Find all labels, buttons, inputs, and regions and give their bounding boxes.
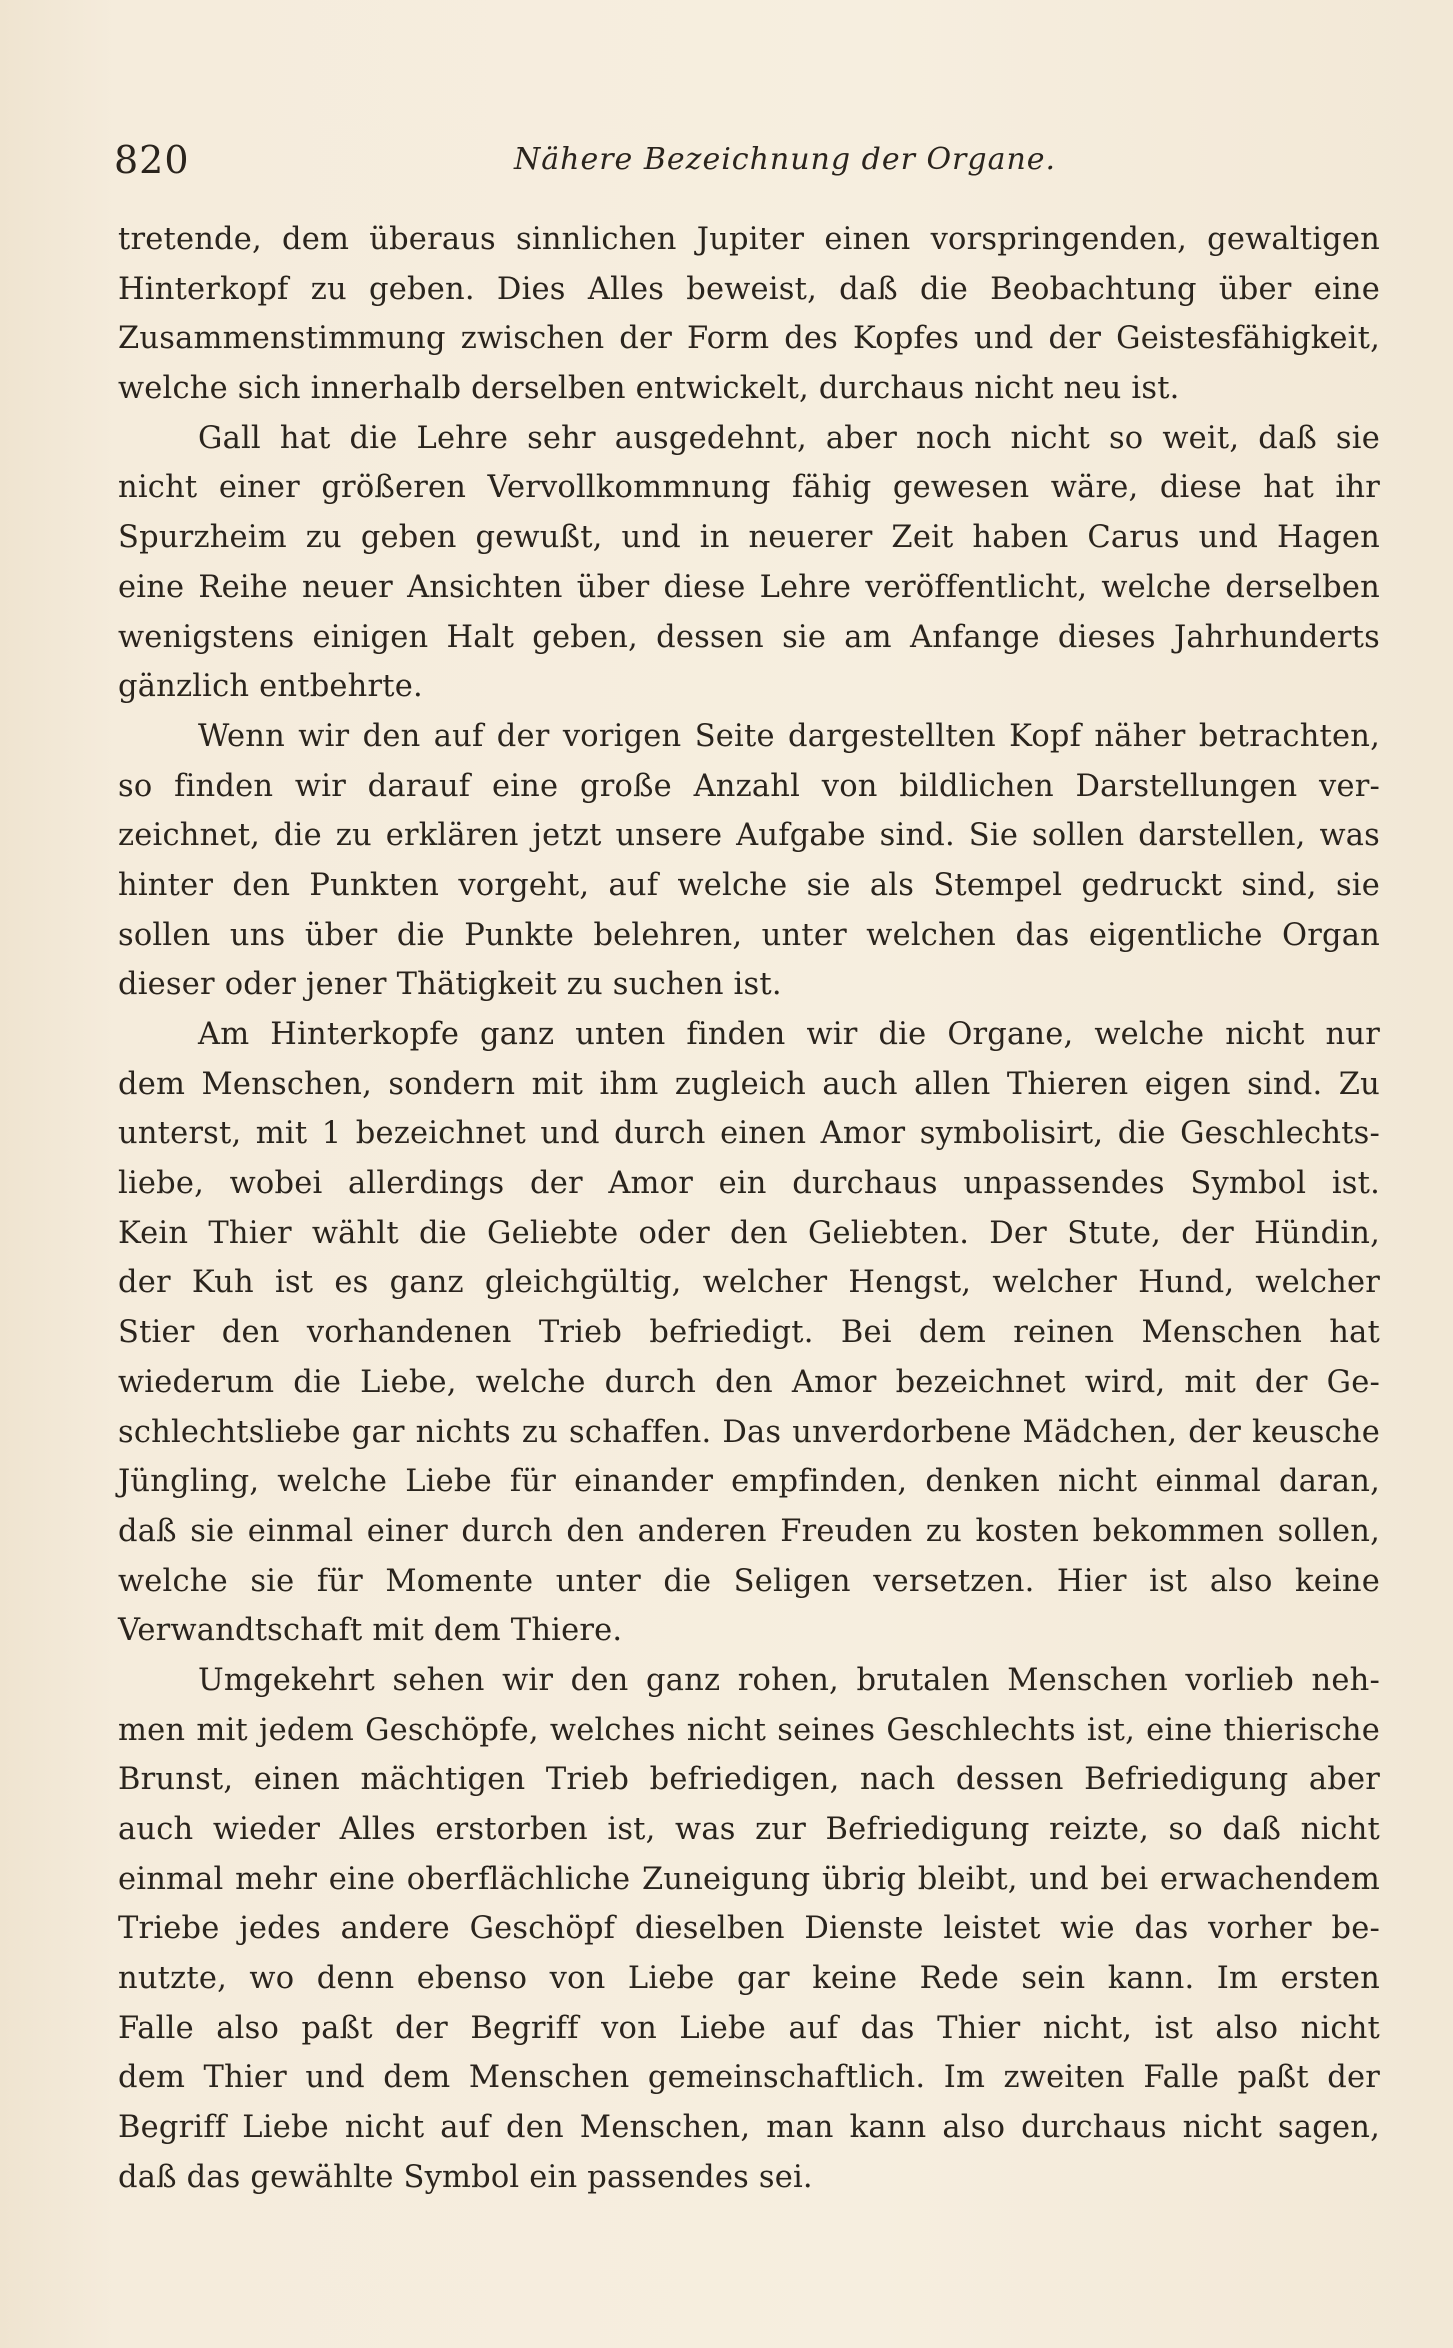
text-line: liebe, wobei allerdings der Amor ein durchaus unpassendes Symbol ist. bbox=[118, 1166, 1380, 1202]
text-line: Triebe jedes andere Geschöpf dieselben Dienste leistet wie das vorher be- bbox=[118, 1911, 1380, 1947]
text-line: auch wieder Alles erstorben ist, was zur Befriedigung reizte, so daß nicht bbox=[118, 1812, 1380, 1847]
text-line: wiederum die Liebe, welche durch den Amor bezeichnet wird, mit der Ge- bbox=[118, 1364, 1380, 1400]
text-line: schlechtsliebe gar nichts zu schaffen. Das unverdorbene Mädchen, der keusche bbox=[118, 1414, 1380, 1450]
text-line: Umgekehrt sehen wir den ganz rohen, brutalen Menschen vorlieb neh- bbox=[198, 1662, 1380, 1698]
text-line: welche sie für Momente unter die Seligen versetzen. Hier ist also keine bbox=[118, 1563, 1380, 1599]
text-line: gänzlich entbehrte. bbox=[118, 669, 423, 705]
text-line: dem Thier und dem Menschen gemeinschaftlich. Im zweiten Falle paßt der bbox=[118, 2060, 1380, 2096]
text-line: Begriff Liebe nicht auf den Menschen, man kann also durchaus nicht sagen, bbox=[118, 2110, 1380, 2146]
text-line: Am Hinterkopfe ganz unten finden wir die Organe, welche nicht nur bbox=[198, 1017, 1380, 1052]
page-number: 820 bbox=[114, 138, 190, 182]
text-line: dieser oder jener Thätigkeit zu suchen ist. bbox=[118, 967, 782, 1003]
text-line: Verwandtschaft mit dem Thiere. bbox=[118, 1613, 623, 1649]
text-line: wenigstens einigen Halt geben, dessen sie am Anfange dieses Jahrhunderts bbox=[118, 619, 1380, 655]
running-title: Nähere Bezeichnung der Organe. bbox=[514, 142, 1057, 177]
text-line: hinter den Punkten vorgeht, auf welche sie als Stempel gedruckt sind, sie bbox=[118, 867, 1380, 903]
text-line: so finden wir darauf eine große Anzahl von bildlichen Darstellungen ver- bbox=[118, 768, 1380, 804]
text-line: zeichnet, die zu erklären jetzt unsere Aufgabe sind. Sie sollen darstellen, was bbox=[118, 818, 1380, 854]
text-line: Jüngling, welche Liebe für einander empfinden, denken nicht einmal daran, bbox=[118, 1464, 1380, 1500]
text-line: Gall hat die Lehre sehr ausgedehnt, aber noch nicht so weit, daß sie bbox=[198, 420, 1380, 456]
text-line: men mit jedem Geschöpfe, welches nicht seines Geschlechts ist, eine thierische bbox=[118, 1712, 1380, 1748]
text-line: nutzte, wo denn ebenso von Liebe gar keine Rede sein kann. Im ersten bbox=[118, 1961, 1380, 1997]
text-line: Wenn wir den auf der vorigen Seite dargestellten Kopf näher betrachten, bbox=[198, 718, 1380, 754]
text-line: Falle also paßt der Begriff von Liebe auf das Thier nicht, ist also nicht bbox=[118, 2010, 1380, 2046]
text-line: einmal mehr eine oberflächliche Zuneigung übrig bleibt, und bei erwachendem bbox=[118, 1861, 1380, 1897]
text-line: daß das gewählte Symbol ein passendes sei. bbox=[118, 2159, 813, 2195]
text-line: Brunst, einen mächtigen Trieb befriedigen, nach dessen Befriedigung aber bbox=[118, 1762, 1380, 1798]
text-line: nicht einer größeren Vervollkommnung fähig gewesen wäre, diese hat ihr bbox=[118, 470, 1380, 506]
text-line: Stier den vorhandenen Trieb befriedigt. Bei dem reinen Menschen hat bbox=[118, 1315, 1380, 1351]
text-line: eine Reihe neuer Ansichten über diese Lehre veröffentlicht, welche derselben bbox=[118, 569, 1380, 605]
text-line: welche sich innerhalb derselben entwickelt, durchaus nicht neu ist. bbox=[118, 371, 1180, 407]
text-line: Zusammenstimmung zwischen der Form des Kopfes und der Geistesfähigkeit, bbox=[118, 321, 1380, 357]
text-line: tretende, dem überaus sinnlichen Jupiter einen vorspringenden, gewaltigen bbox=[118, 222, 1380, 257]
body-text bbox=[118, 215, 1380, 2203]
text-line: sollen uns über die Punkte belehren, unter welchen das eigentliche Organ bbox=[118, 917, 1380, 953]
text-line: Spurzheim zu geben gewußt, und in neuerer Zeit haben Carus und Hagen bbox=[118, 520, 1380, 556]
text-line: daß sie einmal einer durch den anderen Freuden zu kosten bekommen sollen, bbox=[118, 1513, 1380, 1549]
text-line: unterst, mit 1 bezeichnet und durch einen Amor symbolisirt, die Geschlechts- bbox=[118, 1116, 1380, 1152]
text-line: Kein Thier wählt die Geliebte oder den Geliebten. Der Stute, der Hündin, bbox=[118, 1215, 1380, 1251]
page-header bbox=[114, 138, 1414, 198]
text-line: Hinterkopf zu geben. Dies Alles beweist, daß die Beobachtung über eine bbox=[118, 271, 1380, 307]
text-line: der Kuh ist es ganz gleichgültig, welcher Hengst, welcher Hund, welcher bbox=[118, 1265, 1380, 1301]
text-line: dem Menschen, sondern mit ihm zugleich auch allen Thieren eigen sind. Zu bbox=[118, 1066, 1380, 1102]
